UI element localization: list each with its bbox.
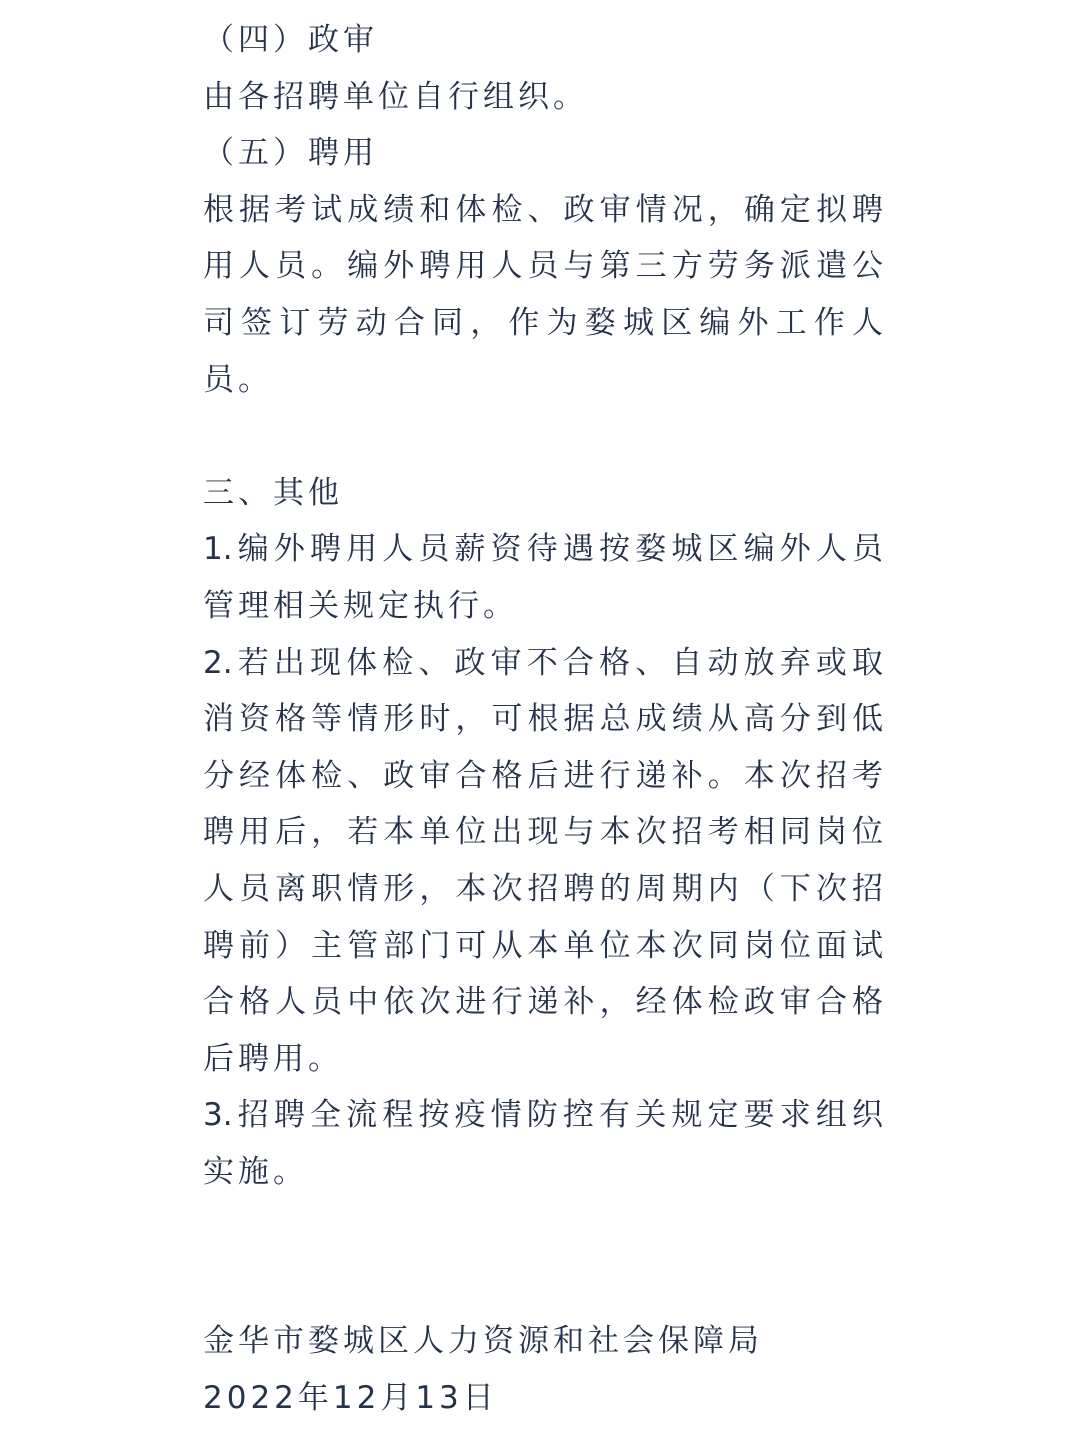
list-item-line: 管理相关规定执行。 xyxy=(203,587,518,624)
list-item-line: 聘用后，若本单位出现与本次招考相同岗位 xyxy=(203,814,883,851)
section-heading-hiring: （五）聘用 xyxy=(203,135,378,172)
list-item-line: 人员离职情形，本次招聘的周期内（下次招 xyxy=(203,870,883,907)
paragraph-line: 员。 xyxy=(203,361,273,398)
blank-line xyxy=(203,408,883,465)
list-item-line: 消资格等情形时，可根据总成绩从高分到低 xyxy=(203,701,883,738)
list-item-line: 合格人员中依次进行递补，经体检政审合格 xyxy=(203,984,883,1021)
document-body xyxy=(203,12,883,1427)
paragraph-line: 由各招聘单位自行组织。 xyxy=(203,78,588,115)
issuer-name: 金华市婺城区人力资源和社会保障局 xyxy=(203,1323,763,1360)
list-item-line: 实施。 xyxy=(203,1153,308,1190)
list-item-line: 3.招聘全流程按疫情防控有关规定要求组织 xyxy=(203,1097,883,1134)
list-item-line: 分经体检、政审合格后进行递补。本次招考 xyxy=(203,757,883,794)
list-item-line: 1.编外聘用人员薪资待遇按婺城区编外人员 xyxy=(203,531,883,568)
list-item-line: 聘前）主管部门可从本单位本次同岗位面试 xyxy=(203,927,883,964)
section-heading-political-review: （四）政审 xyxy=(203,22,378,58)
list-item-line: 后聘用。 xyxy=(203,1040,343,1077)
issue-date: 2022年12月13日 xyxy=(203,1380,498,1417)
list-item-line: 2.若出现体检、政审不合格、自动放弃或取 xyxy=(203,644,883,681)
blank-space xyxy=(203,1200,883,1313)
paragraph-line: 根据考试成绩和体检、政审情况，确定拟聘 xyxy=(203,191,883,228)
paragraph-line: 用人员。编外聘用人员与第三方劳务派遣公 xyxy=(203,248,883,285)
section-heading-other: 三、其他 xyxy=(203,474,343,511)
paragraph-line: 司签订劳动合同，作为婺城区编外工作人 xyxy=(203,304,883,341)
